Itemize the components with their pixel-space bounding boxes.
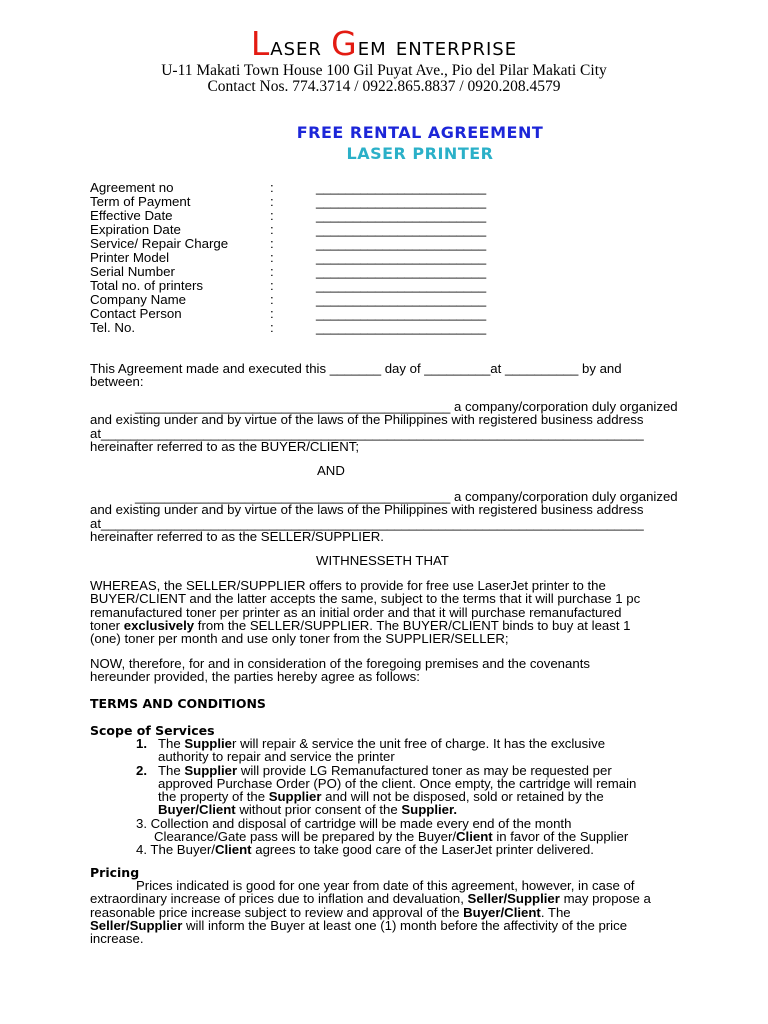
party-seller bbox=[90, 490, 678, 543]
scope-list bbox=[90, 737, 678, 857]
text-run: extraordinary increase of prices due to inflation and devaluation, bbox=[90, 891, 468, 907]
form-field-colon: : bbox=[270, 208, 274, 223]
form-field-blank: _______________________ bbox=[316, 236, 487, 251]
party-line: hereinafter referred to as the BUYER/CLIENT; bbox=[90, 438, 359, 454]
intro-line: between: bbox=[90, 374, 144, 390]
form-field-blank: _______________________ bbox=[316, 208, 487, 223]
text-run: Buyer/Client bbox=[463, 904, 541, 920]
whereas-line: remanufactured toner per printer as an initial order and that it will purchase remanufactured bbox=[90, 604, 622, 620]
whereas-line: BUYER/CLIENT and the latter accepts the same, subject to the terms that it will purchase 1 pc bbox=[90, 591, 641, 607]
text-run: may propose a bbox=[559, 891, 651, 907]
party-line: at__________________________________________________________________________ bbox=[90, 515, 644, 531]
form-field-label: Effective Date bbox=[90, 208, 173, 223]
form-field-blank: _______________________ bbox=[316, 278, 487, 293]
pricing-line bbox=[90, 892, 678, 905]
text-run: from the SELLER/SUPPLIER. The BUYER/CLIENT binds to buy at least 1 bbox=[194, 617, 631, 633]
document-title: FREE RENTAL AGREEMENT bbox=[296, 123, 544, 142]
text-run: will provide LG Remanufactured toner as may be requested per bbox=[237, 762, 612, 778]
text-run: reasonable price increase subject to review and approval of the bbox=[90, 904, 464, 920]
document-subtitle: LASER PRINTER bbox=[346, 144, 494, 163]
scope-heading: Scope of Services bbox=[90, 723, 215, 738]
text-run: agrees to take good care of the LaserJet printer delivered. bbox=[251, 842, 594, 858]
text-run: The bbox=[158, 736, 185, 751]
form-field-blank: _______________________ bbox=[316, 194, 487, 209]
form-field-blank: _______________________ bbox=[316, 222, 487, 237]
whereas-line bbox=[90, 619, 678, 632]
form-field-label: Agreement no bbox=[90, 180, 174, 195]
text-run: in favor of the Supplier bbox=[492, 829, 629, 845]
form-field-colon: : bbox=[270, 194, 274, 209]
text-run: Supplie bbox=[184, 736, 233, 751]
party-line: hereinafter referred to as the SELLER/SUPPLIER. bbox=[90, 528, 384, 544]
party-buyer bbox=[90, 400, 678, 453]
text-run: Clearance/Gate pass will be prepared by the Buyer/ bbox=[154, 829, 457, 845]
whereas-line: (one) toner per month and use only toner from the SUPPLIER/SELLER; bbox=[90, 631, 509, 647]
form-field-label: Tel. No. bbox=[90, 320, 136, 335]
emphasis-exclusively: exclusively bbox=[123, 617, 195, 633]
form-field-colon: : bbox=[270, 180, 274, 195]
text-run: 4. The Buyer/ bbox=[136, 842, 215, 858]
list-item bbox=[90, 764, 678, 817]
pricing-line: Prices indicated is good for one year from date of this agreement, however, in case of bbox=[136, 878, 635, 893]
form-field-label: Expiration Date bbox=[90, 222, 181, 237]
form-field-colon: : bbox=[270, 292, 274, 307]
text-run: 3. Collection and disposal of cartridge will be made every end of the month bbox=[136, 815, 572, 831]
text-run: Client bbox=[456, 829, 493, 845]
and-separator: AND bbox=[317, 463, 345, 478]
form-field-label: Contact Person bbox=[90, 306, 182, 321]
text-run: Supplier. bbox=[401, 802, 458, 818]
form-field-colon: : bbox=[270, 222, 274, 237]
form-field-label: Serial Number bbox=[90, 264, 175, 279]
text-run: Supplier bbox=[268, 789, 322, 805]
form-field-blank: _______________________ bbox=[316, 306, 487, 321]
company-contact: Contact Nos. 774.3714 / 0922.865.8837 / 0920.208.4579 bbox=[207, 78, 561, 95]
company-name-initial-2: G bbox=[331, 24, 358, 63]
pricing-line: increase. bbox=[90, 931, 144, 947]
text-run: authority to repair and service the printer bbox=[158, 749, 395, 765]
company-name-part-2: em enterprise bbox=[357, 32, 518, 62]
form-field-colon: : bbox=[270, 250, 274, 265]
form-field-colon: : bbox=[270, 306, 274, 321]
company-name-part-1: aser bbox=[270, 32, 332, 62]
party-line: and existing under and by virtue of the laws of the Philippines with registered business address bbox=[90, 502, 644, 518]
party-line: at__________________________________________________________________________ bbox=[90, 425, 644, 441]
now-paragraph bbox=[90, 657, 678, 684]
form-field-colon: : bbox=[270, 236, 274, 251]
form-field-blank: _______________________ bbox=[316, 320, 487, 335]
text-run: without prior consent of the bbox=[235, 802, 402, 818]
form-field-colon: : bbox=[270, 264, 274, 279]
intro-paragraph bbox=[90, 362, 678, 389]
form-field-colon: : bbox=[270, 278, 274, 293]
company-name-initial-1: L bbox=[250, 24, 271, 63]
party-line: ___________________________________________ a company/corporation duly organized bbox=[135, 399, 678, 414]
form-field-label: Total no. of printers bbox=[90, 278, 204, 293]
text-run: Seller/Supplier bbox=[90, 917, 183, 933]
pricing-line bbox=[90, 906, 678, 919]
text-run: approved Purchase Order (PO) of the client. Once empty, the cartridge will remain bbox=[158, 775, 637, 791]
text-run: Client bbox=[214, 842, 252, 858]
list-number: 1. bbox=[136, 736, 147, 751]
form-field-blank: _______________________ bbox=[316, 292, 487, 307]
form-field-blank: _______________________ bbox=[316, 264, 487, 279]
text-run: toner bbox=[90, 617, 124, 633]
terms-heading: TERMS AND CONDITIONS bbox=[90, 696, 266, 711]
pricing-line bbox=[90, 919, 678, 932]
party-line: ___________________________________________ a company/corporation duly organized bbox=[135, 489, 678, 504]
form-field-blank: _______________________ bbox=[316, 250, 487, 265]
intro-line: This Agreement made and executed this _______ day of _________at __________ by and bbox=[90, 361, 622, 376]
text-run: and will not be disposed, sold or retained by the bbox=[321, 789, 604, 805]
now-line: hereunder provided, the parties hereby agree as follows: bbox=[90, 669, 420, 685]
list-item bbox=[90, 843, 678, 856]
text-run: Supplier bbox=[184, 762, 238, 778]
text-run: r will repair & service the unit free of charge. It has the exclusive bbox=[232, 736, 606, 751]
text-run: the property of the bbox=[158, 789, 269, 805]
pricing-paragraph bbox=[90, 879, 678, 945]
form-field-label: Company Name bbox=[90, 292, 187, 307]
form-field-label: Term of Payment bbox=[90, 194, 191, 209]
form-field-label: Service/ Repair Charge bbox=[90, 236, 229, 251]
form-field-label: Printer Model bbox=[90, 250, 170, 265]
list-item bbox=[90, 737, 678, 764]
company-address: U-11 Makati Town House 100 Gil Puyat Ave., Pio del Pilar Makati City bbox=[161, 62, 607, 79]
text-run: Seller/Supplier bbox=[467, 891, 560, 907]
party-line: and existing under and by virtue of the laws of the Philippines with registered business address bbox=[90, 412, 644, 428]
form-field-colon: : bbox=[270, 320, 274, 335]
witnesseth-heading: WITHNESSETH THAT bbox=[316, 553, 449, 568]
text-run: The bbox=[158, 762, 185, 778]
whereas-paragraph bbox=[90, 579, 678, 645]
now-line: NOW, therefore, for and in consideration of the foregoing premises and the covenants bbox=[90, 656, 590, 671]
form-field-blank: _______________________ bbox=[316, 180, 487, 195]
list-number: 2. bbox=[136, 762, 147, 778]
text-run: will inform the Buyer at least one (1) month before the affectivity of the price bbox=[182, 917, 628, 933]
pricing-heading: Pricing bbox=[90, 865, 140, 880]
list-item bbox=[90, 817, 678, 844]
company-name bbox=[0, 26, 768, 65]
text-run: Buyer/Client bbox=[158, 802, 236, 818]
text-run: . The bbox=[540, 904, 571, 920]
whereas-line: WHEREAS, the SELLER/SUPPLIER offers to provide for free use LaserJet printer to the bbox=[90, 578, 606, 593]
